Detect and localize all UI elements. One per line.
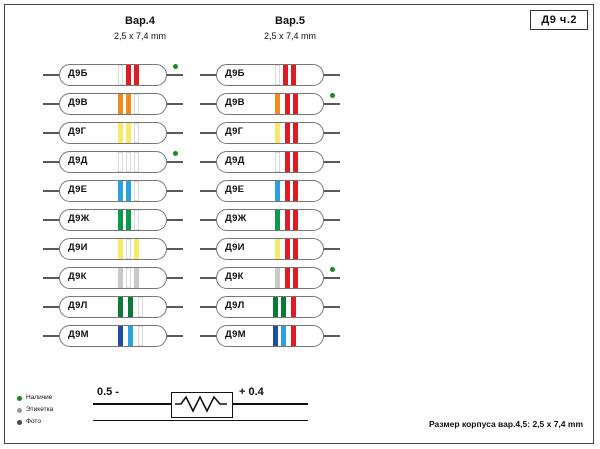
diode-body: [59, 296, 167, 318]
diode-body: [59, 238, 167, 260]
color-band: [275, 239, 280, 259]
color-band: [118, 326, 123, 346]
diode-body: [216, 151, 324, 173]
availability-dot-icon: [330, 267, 335, 272]
dimension-underline: [93, 420, 308, 421]
color-band: [126, 268, 131, 288]
resistor-graphic: [43, 265, 183, 291]
diode-row[interactable]: [43, 294, 183, 323]
diode-body: [216, 93, 324, 115]
lead-right: [322, 132, 340, 134]
color-band: [126, 239, 131, 259]
resistor-graphic: [43, 236, 183, 262]
color-band: [126, 181, 131, 201]
color-band: [293, 210, 298, 230]
diode-row[interactable]: [43, 265, 183, 294]
column-size: 2,5 x 7,4 mm: [263, 31, 317, 41]
color-band: [118, 210, 123, 230]
diode-row[interactable]: [43, 62, 183, 91]
diode-row[interactable]: [200, 207, 340, 236]
diode-body: [216, 209, 324, 231]
color-band: [291, 65, 296, 85]
diode-type-label: Д9Д: [68, 155, 88, 166]
color-band: [118, 297, 123, 317]
color-band: [275, 210, 280, 230]
diode-row[interactable]: [200, 236, 340, 265]
resistor-graphic: [200, 62, 340, 88]
resistor-graphic: [200, 265, 340, 291]
color-band: [285, 152, 290, 172]
availability-dot-icon: [173, 151, 178, 156]
resistor-graphic: [200, 120, 340, 146]
color-band: [128, 297, 133, 317]
color-band: [285, 268, 290, 288]
color-band: [281, 326, 286, 346]
diode-row[interactable]: [200, 294, 340, 323]
diode-type-label: Д9Д: [225, 155, 245, 166]
lead-right: [165, 190, 183, 192]
lead-right: [322, 103, 340, 105]
color-band: [293, 268, 298, 288]
lead-right: [165, 74, 183, 76]
color-band: [293, 181, 298, 201]
color-band: [118, 152, 123, 172]
diode-type-label: Д9Б: [68, 68, 88, 79]
color-band: [275, 123, 280, 143]
legend-label: Фото: [26, 418, 41, 425]
resistor-graphic: [43, 178, 183, 204]
color-band: [134, 65, 139, 85]
color-band: [134, 181, 139, 201]
diode-type-label: Д9К: [225, 271, 244, 282]
color-band: [275, 268, 280, 288]
column-header-var4: [60, 15, 220, 41]
color-band: [293, 239, 298, 259]
diode-row[interactable]: [200, 149, 340, 178]
color-band: [285, 239, 290, 259]
diode-type-label: Д9Е: [225, 184, 245, 195]
lead-right: [322, 161, 340, 163]
availability-dot-icon: [173, 64, 178, 69]
diode-row[interactable]: [200, 178, 340, 207]
diode-type-label: Д9К: [68, 271, 87, 282]
color-band: [134, 268, 139, 288]
color-band: [275, 152, 280, 172]
color-band: [118, 239, 123, 259]
color-band: [273, 326, 278, 346]
color-band: [134, 210, 139, 230]
lead-right: [322, 219, 340, 221]
color-band: [281, 297, 286, 317]
diode-body: [216, 267, 324, 289]
color-band: [126, 152, 131, 172]
diode-row[interactable]: [43, 178, 183, 207]
diode-body: [59, 180, 167, 202]
dimension-diagram: [93, 387, 308, 421]
resistor-graphic: [43, 294, 183, 320]
lead-right: [322, 306, 340, 308]
color-band: [275, 94, 280, 114]
lead-right: [165, 161, 183, 163]
resistor-graphic: [43, 149, 183, 175]
diode-type-label: Д9Б: [225, 68, 245, 79]
label-dot-icon: [17, 408, 22, 413]
color-band: [291, 297, 296, 317]
color-band: [285, 94, 290, 114]
diode-type-label: Д9Е: [68, 184, 88, 195]
resistor-graphic: [43, 62, 183, 88]
lead-right: [165, 306, 183, 308]
color-band: [126, 210, 131, 230]
lead-right: [322, 335, 340, 337]
color-band: [134, 94, 139, 114]
color-band: [283, 65, 288, 85]
color-band: [285, 210, 290, 230]
diode-row[interactable]: [43, 149, 183, 178]
color-band: [126, 123, 131, 143]
diode-row[interactable]: [43, 91, 183, 120]
diode-body: [59, 209, 167, 231]
color-band: [293, 123, 298, 143]
legend-item: [17, 393, 53, 403]
availability-dot-icon: [17, 396, 22, 401]
color-band: [293, 152, 298, 172]
color-band: [273, 297, 278, 317]
diode-type-label: Д9Ж: [225, 213, 247, 224]
diode-type-label: Д9М: [225, 329, 246, 340]
diode-row[interactable]: [200, 62, 340, 91]
diode-body: [216, 296, 324, 318]
diode-type-label: Д9Ж: [68, 213, 90, 224]
availability-dot-icon: [330, 93, 335, 98]
diode-row[interactable]: [43, 323, 183, 352]
resistor-graphic: [200, 207, 340, 233]
diode-column-var5: [200, 62, 340, 352]
diode-body: [59, 267, 167, 289]
diode-type-label: Д9В: [225, 97, 245, 108]
column-size: 2,5 x 7,4 mm: [113, 31, 167, 41]
resistor-graphic: [43, 323, 183, 349]
diode-row[interactable]: [200, 91, 340, 120]
color-band: [126, 94, 131, 114]
dimension-left-value: 0.5 -: [97, 386, 120, 398]
color-band: [118, 181, 123, 201]
diode-body: [59, 64, 167, 86]
diode-column-var4: [43, 62, 183, 352]
diode-body: [59, 325, 167, 347]
diode-body: [216, 122, 324, 144]
diode-row[interactable]: [200, 265, 340, 294]
lead-right: [165, 219, 183, 221]
color-band: [118, 65, 123, 85]
legend-label: Этикетка: [26, 406, 54, 413]
lead-right: [165, 335, 183, 337]
diode-row[interactable]: [43, 207, 183, 236]
column-name: Вар.4: [125, 15, 155, 27]
lead-right: [322, 248, 340, 250]
resistor-graphic: [43, 91, 183, 117]
diode-body: [216, 180, 324, 202]
diode-type-label: Д9В: [68, 97, 88, 108]
color-band: [134, 152, 139, 172]
diode-body: [216, 325, 324, 347]
dimension-right-value: + 0.4: [239, 386, 264, 398]
diagram-sheet: [4, 4, 594, 444]
color-band: [134, 123, 139, 143]
color-band: [293, 94, 298, 114]
photo-dot-icon: [17, 420, 22, 425]
color-band: [118, 268, 123, 288]
resistor-graphic: [43, 120, 183, 146]
resistor-symbol-icon: [175, 395, 227, 413]
column-header-var5: [210, 15, 370, 41]
color-band: [285, 123, 290, 143]
color-band: [285, 181, 290, 201]
color-band: [138, 326, 143, 346]
legend-label: Наличие: [26, 394, 53, 401]
resistor-graphic: [200, 149, 340, 175]
color-band: [118, 94, 123, 114]
diode-row[interactable]: [200, 120, 340, 149]
diode-body: [59, 151, 167, 173]
footer-note: Размер корпуса вар.4,5: 2,5 x 7,4 mm: [428, 419, 583, 429]
diode-type-label: Д9Л: [225, 300, 245, 311]
color-band: [275, 181, 280, 201]
lead-right: [322, 190, 340, 192]
color-band: [275, 65, 280, 85]
diode-type-label: Д9Л: [68, 300, 88, 311]
color-band: [118, 123, 123, 143]
diode-type-label: Д9И: [225, 242, 245, 253]
diode-body: [59, 122, 167, 144]
column-name: Вар.5: [275, 15, 305, 27]
lead-right: [322, 277, 340, 279]
resistor-graphic: [43, 207, 183, 233]
resistor-graphic: [200, 323, 340, 349]
color-band: [134, 239, 139, 259]
color-band: [126, 65, 131, 85]
diode-type-label: Д9Г: [225, 126, 244, 137]
legend: [17, 393, 53, 429]
part-code-badge: Д9 ч.2: [530, 10, 588, 30]
legend-item: [17, 405, 53, 415]
resistor-graphic: [200, 91, 340, 117]
diode-type-label: Д9И: [68, 242, 88, 253]
color-band: [128, 326, 133, 346]
color-band: [291, 326, 296, 346]
diode-type-label: Д9М: [68, 329, 89, 340]
resistor-graphic: [200, 236, 340, 262]
diode-body: [216, 64, 324, 86]
diode-row[interactable]: [43, 120, 183, 149]
diode-row[interactable]: [43, 236, 183, 265]
diode-body: [59, 93, 167, 115]
lead-right: [165, 132, 183, 134]
lead-right: [165, 103, 183, 105]
lead-right: [165, 277, 183, 279]
resistor-graphic: [200, 178, 340, 204]
color-band: [138, 297, 143, 317]
diode-body: [216, 238, 324, 260]
diode-type-label: Д9Г: [68, 126, 87, 137]
lead-right: [322, 74, 340, 76]
resistor-graphic: [200, 294, 340, 320]
legend-item: [17, 417, 53, 427]
lead-right: [165, 248, 183, 250]
diode-row[interactable]: [200, 323, 340, 352]
